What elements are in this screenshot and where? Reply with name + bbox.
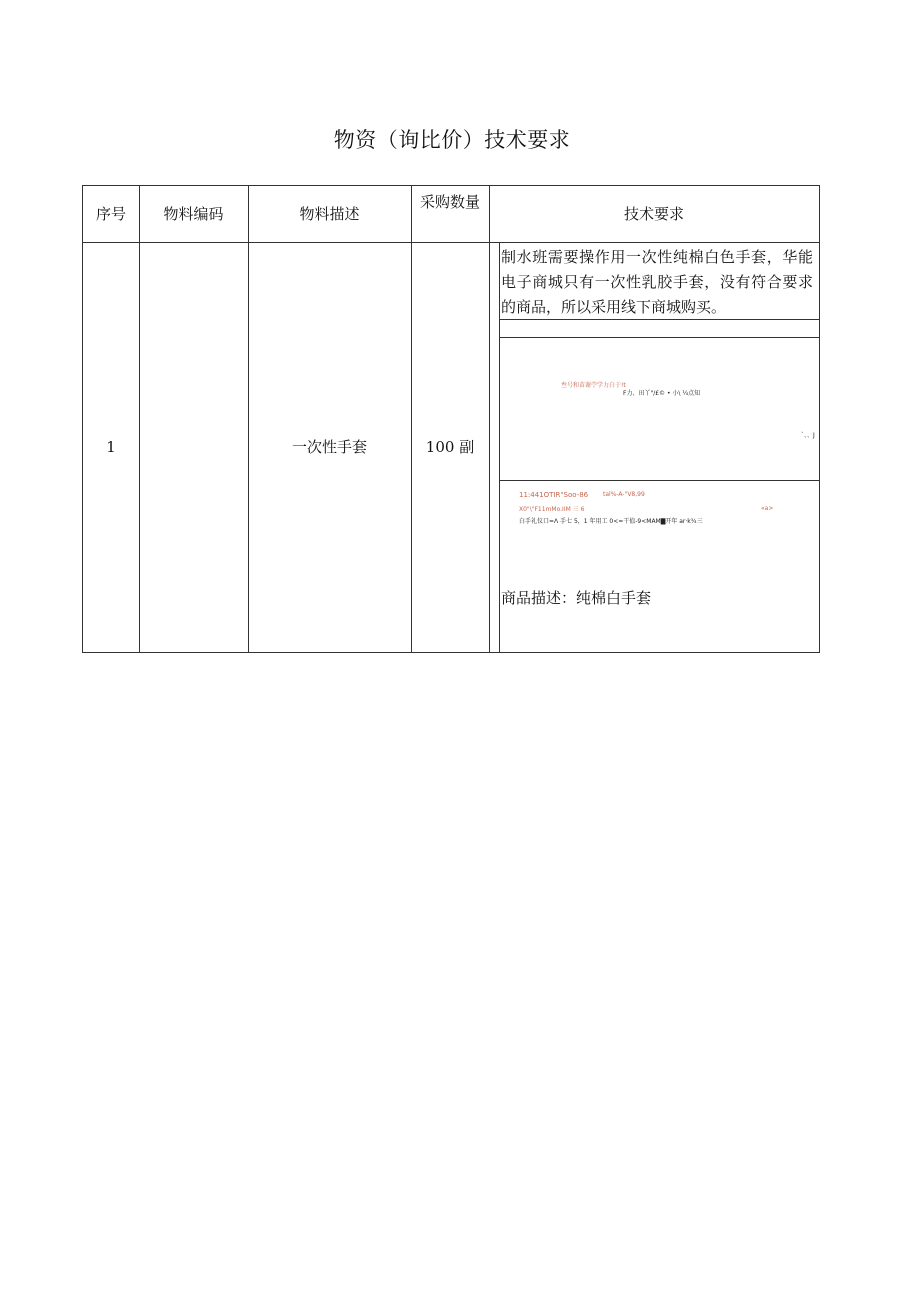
screenshot-text: 白手礼仪口=Λ 手七 5，1 年用工 0<=干值-9<MAM▇开年 ar·k¾三 [519,518,703,525]
grid-line [499,337,819,338]
product-description: 商品描述：纯棉白手套 [501,589,652,607]
screenshot-text: 叁号和苗谢苧学力白于!t [561,382,626,389]
grid-line [499,480,819,481]
header-material-code: 物料编码 [163,205,224,223]
screenshot-text: F力、田丫"/£© • 小\ ¼点知 [623,390,701,397]
screenshot-text: 11:441OTIR"Soo-86 [519,491,589,499]
row-material-desc: 一次性手套 [291,438,367,456]
tech-requirements-table [82,185,820,653]
row-material-code [139,242,248,652]
document-title: 物资（询比价）技术要求 [333,128,571,152]
header-quantity: 采购数量 [419,193,480,211]
grid-line [489,186,490,652]
screenshot-text: X0"\"F11mMo.IIM 三 6 [519,506,585,513]
screenshot-text: `、、J [801,432,815,439]
screenshot-text: tal%-A-"V8,99 [603,491,645,498]
screenshot-text: «a> [761,505,774,512]
row-seq: 1 [106,438,116,456]
header-tech-requirements: 技术要求 [623,205,684,223]
row-quantity: 100 副 [425,438,475,456]
tech-requirement-text: 制水班需要操作用一次性纯棉白色手套，华能电子商城只有一次性乳胶手套，没有符合要求的商品，所以采用线下商城购买。 [501,248,813,316]
header-seq: 序号 [95,205,126,223]
header-material-desc: 物料描述 [299,205,360,223]
grid-line [499,242,500,652]
